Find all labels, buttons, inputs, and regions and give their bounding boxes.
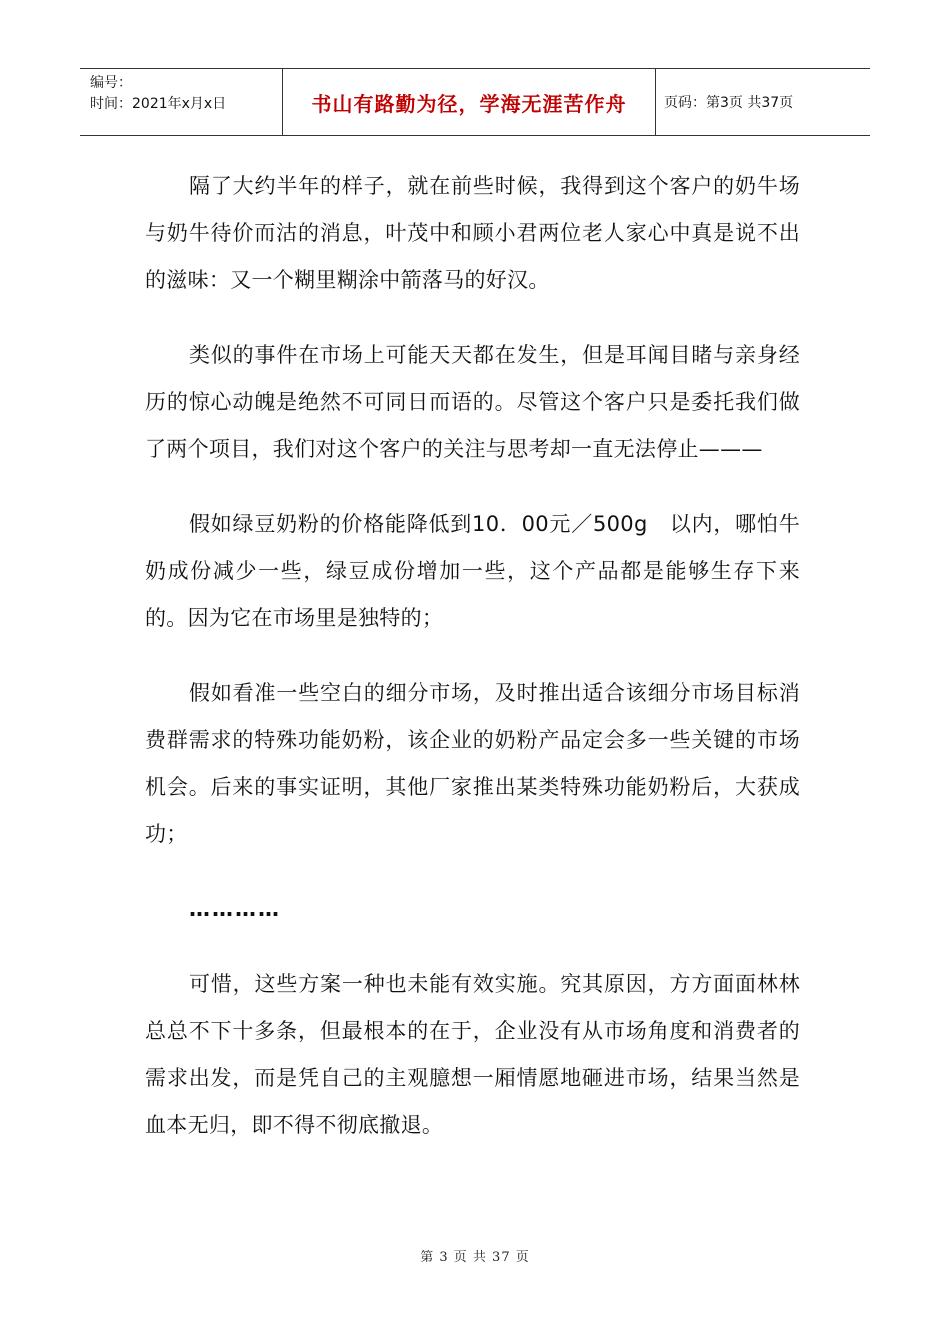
paragraph: 可惜，这些方案一种也未能有效实施。究其原因，方方面面林林总总不下十多条，但最根本的在于，企业没有从市场角度和消费者的需求出发，而是凭自己的主观臆想一厢情愿地砸进市场，结果当然是血本无归，即不得不彻底撤退。: [145, 972, 800, 1137]
header-motto: 书山有路勤为径，学海无涯苦作舟: [311, 91, 627, 116]
document-number-label: 编号：: [90, 75, 132, 91]
paragraph-gap: [145, 642, 800, 670]
paragraph: 隔了大约半年的样子，就在前些时候，我得到这个客户的奶牛场与奶牛待价而沽的消息，叶茂中和顾小君两位老人家心中真是说不出的滋味：又一个糊里糊涂中箭落马的好汉。: [145, 174, 800, 292]
paragraph-gap: [145, 933, 800, 961]
document-date: 时间：2021年x月x日: [90, 96, 227, 112]
paragraph-gap: [145, 304, 800, 332]
paragraph-gap: [145, 473, 800, 501]
paragraph: 假如看准一些空白的细分市场，及时推出适合该细分市场目标消费群需求的特殊功能奶粉，该企业的奶粉产品定会多一些关键的市场机会。后来的事实证明，其他厂家推出某类特殊功能奶粉后，大获成功；: [145, 681, 800, 846]
page-footer: 第 3 页 共 37 页: [420, 1250, 530, 1265]
document-header: [80, 68, 870, 136]
header-page-info: 页码：第3页 共37页: [664, 95, 794, 111]
ellipsis-line: …………: [189, 897, 281, 921]
header-meta: [80, 69, 282, 135]
paragraph: 假如绿豆奶粉的价格能降低到10．00元／500g 以内，哪怕牛奶成份减少一些，绿豆成份增加一些，这个产品都是能够生存下来的。因为它在市场里是独特的；: [145, 512, 800, 630]
document-body: [145, 163, 800, 1149]
paragraph-gap: [145, 858, 800, 886]
header-motto-cell: [282, 69, 656, 135]
header-page-info-cell: [656, 69, 870, 135]
paragraph: 类似的事件在市场上可能天天都在发生，但是耳闻目睹与亲身经历的惊心动魄是绝然不可同日而语的。尽管这个客户只是委托我们做了两个项目，我们对这个客户的关注与思考却一直无法停止———: [145, 343, 800, 461]
